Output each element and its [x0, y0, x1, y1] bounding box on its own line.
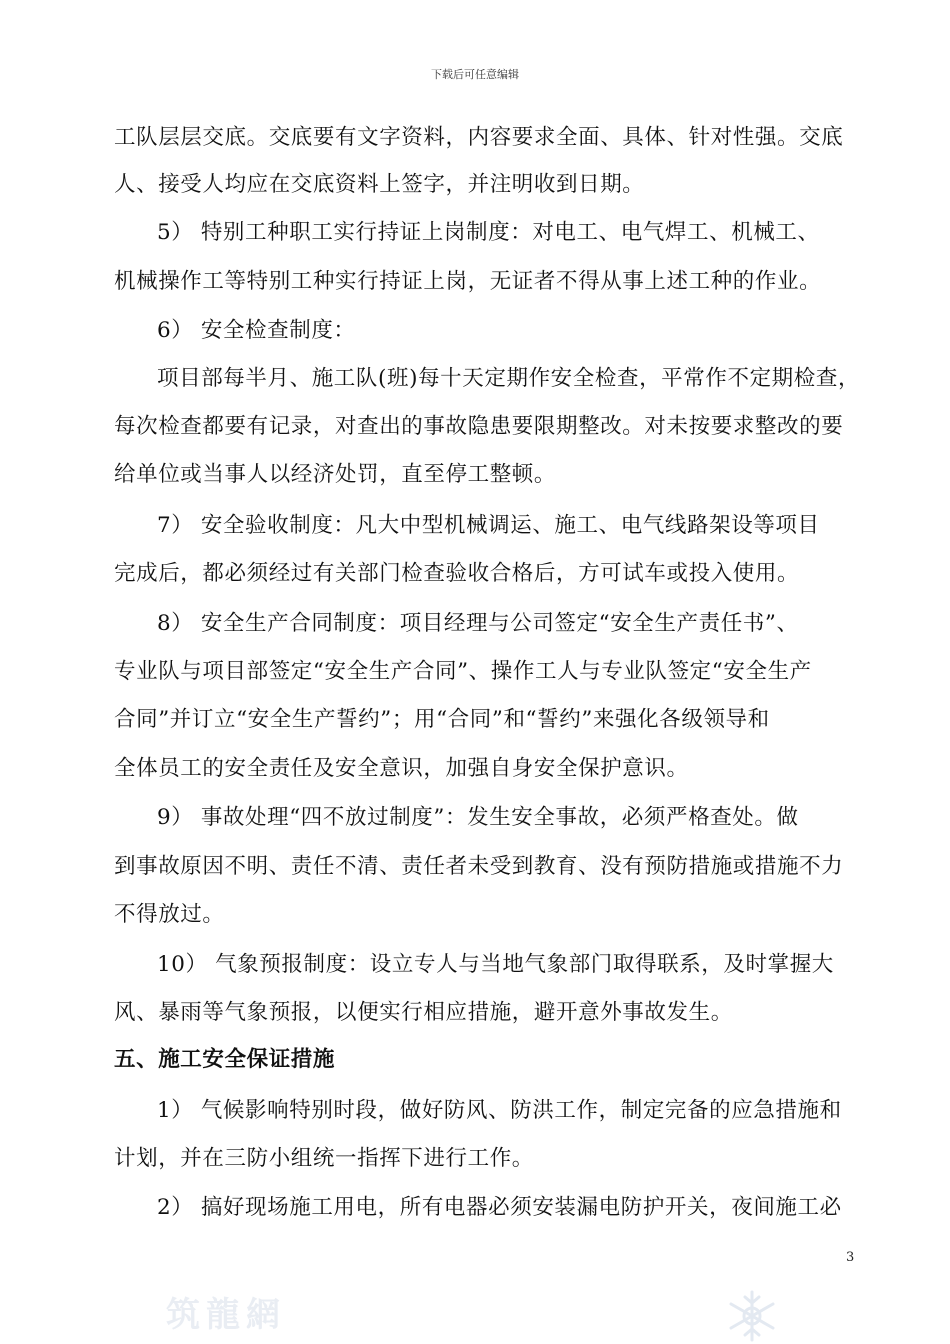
list-item-line: 9） 事故处理“四不放过制度”：发生安全事故，必须严格查处。做 [157, 805, 799, 830]
page-header: 下载后可任意编辑 [431, 68, 519, 81]
section-heading: 五、施工安全保证措施 [114, 1047, 336, 1072]
list-item-line: 7） 安全验收制度：凡大中型机械调运、施工、电气线路架设等项目 [157, 513, 820, 538]
body-line: 不得放过。 [114, 902, 225, 927]
list-item-line: 2） 搞好现场施工用电，所有电器必须安装漏电防护开关，夜间施工必 [157, 1195, 842, 1220]
body-line: 每次检查都要有记录，对查出的事故隐患要限期整改。对未按要求整改的要 [114, 414, 844, 439]
snowflake-watermark-icon [724, 1288, 780, 1344]
page-number: 3 [846, 1250, 855, 1265]
list-item-line: 8） 安全生产合同制度：项目经理与公司签定“安全生产责任书”、 [157, 611, 799, 636]
list-item-line: 1） 气候影响特别时段，做好防风、防洪工作，制定完备的应急措施和 [157, 1098, 842, 1123]
body-line: 完成后，都必须经过有关部门检查验收合格后，方可试车或投入使用。 [114, 561, 800, 586]
list-item-line: 5） 特别工种职工实行持证上岗制度：对电工、电气焊工、机械工、 [157, 220, 820, 245]
body-line: 机械操作工等特别工种实行持证上岗，无证者不得从事上述工种的作业。 [114, 269, 822, 294]
body-line: 到事故原因不明、责任不清、责任者未受到教育、没有预防措施或措施不力 [114, 854, 844, 879]
body-line: 风、暴雨等气象预报，以便实行相应措施，避开意外事故发生。 [114, 1000, 733, 1025]
watermark-logo: 筑龍網 [166, 1295, 286, 1335]
list-item-line: 6） 安全检查制度： [157, 318, 356, 343]
body-line: 项目部每半月、施工队(班)每十天定期作安全检查，平常作不定期检查， [157, 366, 861, 391]
body-line: 计划，并在三防小组统一指挥下进行工作。 [114, 1146, 534, 1171]
body-line: 全体员工的安全责任及安全意识，加强自身安全保护意识。 [114, 756, 689, 781]
body-line: 工队层层交底。交底要有文字资料，内容要求全面、具体、针对性强。交底 [114, 125, 844, 150]
body-line: 人、接受人均应在交底资料上签字，并注明收到日期。 [114, 172, 645, 197]
list-item-line: 10） 气象预报制度：设立专人与当地气象部门取得联系，及时掌握大 [157, 952, 834, 977]
body-line: 专业队与项目部签定“安全生产合同”、操作工人与专业队签定“安全生产 [114, 659, 812, 684]
body-line: 合同”并订立“安全生产誓约”；用“合同”和“誓约”来强化各级领导和 [114, 707, 770, 732]
body-line: 给单位或当事人以经济处罚，直至停工整顿。 [114, 462, 557, 487]
